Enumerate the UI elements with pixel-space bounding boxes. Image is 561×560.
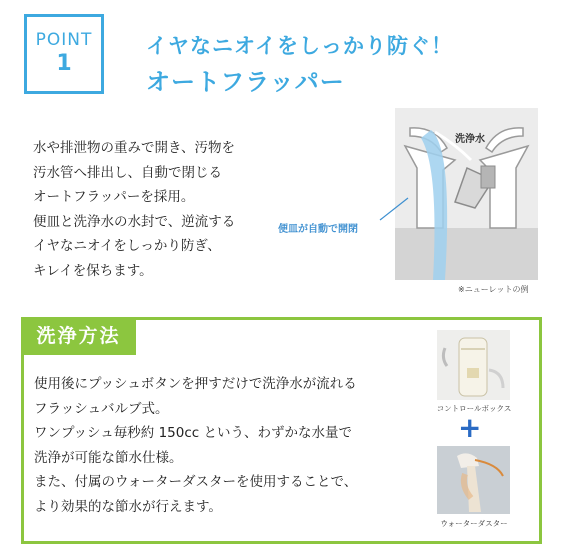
flap-label: 便皿が自動で開閉 xyxy=(278,224,358,235)
wash-method-title: 洗浄方法 xyxy=(21,317,136,355)
headline-line2: オートフラッパー xyxy=(146,68,345,96)
wash-line: ワンプッシュ毎秒約 150cc という、わずかな水量で xyxy=(34,425,352,441)
point-number: 1 xyxy=(56,51,72,76)
description-line: オートフラッパーを採用。 xyxy=(33,189,195,205)
wash-line: また、付属のウォーターダスターを使用することで、 xyxy=(34,474,358,490)
water-duster-caption: ウォーターダスター xyxy=(440,519,508,528)
wash-line: より効果的な節水が行えます。 xyxy=(34,498,222,515)
description-line: 便皿と洗浄水の水封で、逆流する xyxy=(33,213,236,230)
diagram-note: ※ニューレットの例 xyxy=(458,285,529,294)
water-duster-image xyxy=(437,446,510,514)
wash-line: 洗浄が可能な節水仕様。 xyxy=(34,449,183,466)
description-line: イヤなニオイをしっかり防ぎ、 xyxy=(33,238,221,254)
wash-line: フラッシュバルブ式。 xyxy=(34,400,169,417)
control-box-image xyxy=(437,330,510,400)
point-word: POINT xyxy=(35,30,93,50)
plus-icon: + xyxy=(458,411,482,444)
description-line: 汚水管へ排出し、自動で閉じる xyxy=(33,164,222,181)
water-label: 洗浄水 xyxy=(455,134,485,145)
control-box-caption: コントロールボックス xyxy=(436,404,512,413)
headline-line1: イヤなニオイをしっかり防ぐ！ xyxy=(146,34,453,58)
description-line: 水や排泄物の重みで開き、汚物を xyxy=(33,140,235,156)
wash-method-text xyxy=(34,372,414,519)
wash-line: 使用後にプッシュボタンを押すだけで洗浄水が流れる xyxy=(34,376,357,392)
description-line: キレイを保ちます。 xyxy=(33,262,153,279)
